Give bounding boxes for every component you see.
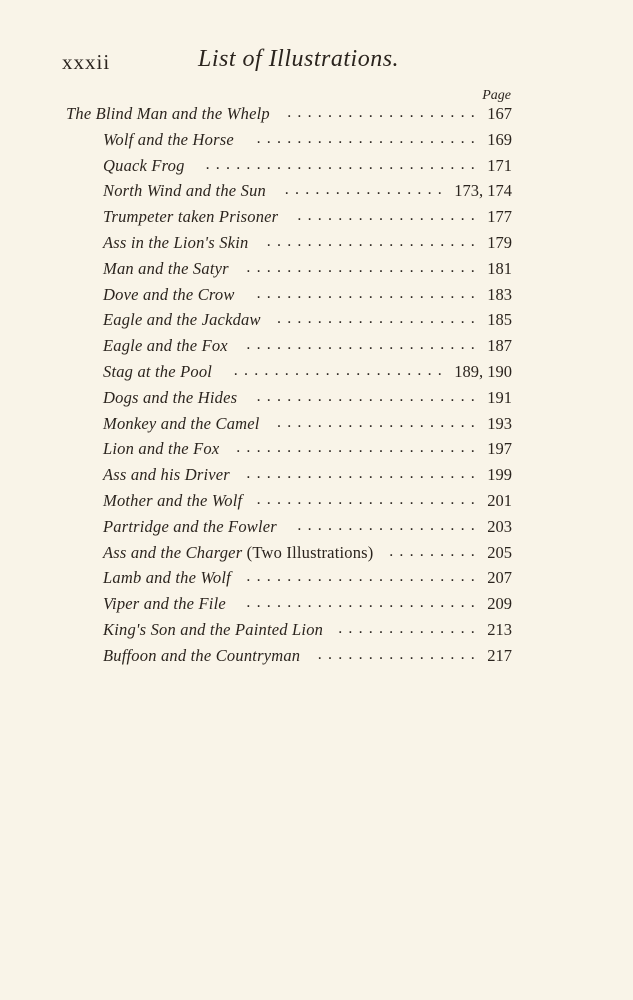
- dot-leader: ......................: [256, 387, 481, 405]
- illustration-title-note: (Two Illustrations): [246, 542, 374, 562]
- illustration-title-text: Eagle and the Jackdaw: [103, 310, 261, 330]
- illustration-title: [103, 207, 278, 227]
- page-reference: 191: [487, 387, 512, 407]
- dot-leader: .....................: [266, 233, 481, 250]
- illustration-title-text: King's Son and the Painted Lion: [103, 620, 324, 639]
- illustration-title: [103, 388, 237, 408]
- dot-leader: ....................: [277, 310, 481, 328]
- page-reference: 205: [487, 542, 512, 562]
- illustration-title-text: Dove and the Crow: [103, 284, 235, 304]
- illustration-title: [103, 491, 242, 511]
- list-item: [0, 233, 633, 259]
- illustration-title: [103, 517, 277, 537]
- list-item: [0, 543, 633, 569]
- list-item: [0, 130, 633, 156]
- dot-leader: ......................: [256, 284, 481, 302]
- illustration-title: [103, 130, 234, 150]
- illustration-title: [103, 568, 231, 588]
- list-item: [0, 104, 633, 130]
- page-reference: 171: [487, 155, 512, 175]
- dot-leader: .......................: [246, 465, 481, 483]
- page-reference: 173, 174: [454, 181, 512, 201]
- list-item: [0, 156, 633, 182]
- illustration-title-text: The Blind Man and the Whelp: [66, 104, 270, 123]
- page-title: List of Illustrations.: [198, 46, 400, 72]
- illustration-title: [103, 543, 374, 563]
- dot-leader: ................: [284, 181, 448, 199]
- illustration-title-text: Stag at the Pool: [103, 362, 213, 381]
- page-reference: 201: [487, 491, 512, 510]
- illustration-title-text: Wolf and the Horse: [103, 129, 234, 149]
- illustration-title-text: Trumpeter taken Prisoner: [103, 207, 279, 227]
- list-item: [0, 259, 633, 285]
- page-reference: 187: [487, 336, 512, 356]
- illustration-title: [103, 181, 266, 201]
- illustration-title: [103, 310, 261, 330]
- list-item: [0, 310, 633, 336]
- page-reference: 213: [487, 620, 512, 639]
- list-item: [0, 388, 633, 414]
- illustration-title: [103, 594, 226, 614]
- illustration-title-text: Viper and the File: [103, 594, 226, 614]
- dot-leader: .....................: [233, 362, 448, 379]
- dot-leader: .......................: [246, 258, 481, 276]
- illustration-title: [103, 646, 300, 666]
- dot-leader: ...................: [287, 104, 481, 121]
- dot-leader: ..................: [297, 516, 481, 534]
- page-reference: 197: [487, 439, 512, 459]
- page-reference: 169: [487, 129, 512, 149]
- page-reference: 185: [487, 310, 512, 330]
- illustration-title-text: North Wind and the Sun: [103, 181, 266, 201]
- list-item: [0, 620, 633, 646]
- illustration-title: [103, 465, 230, 485]
- list-item: [0, 439, 633, 465]
- list-item: [0, 465, 633, 491]
- page-reference: 167: [487, 104, 512, 123]
- illustration-title: [103, 233, 248, 253]
- illustration-title-text: Eagle and the Fox: [103, 336, 228, 356]
- illustration-title: [103, 362, 212, 382]
- list-item: [0, 491, 633, 517]
- page-reference: 179: [487, 233, 512, 252]
- page-column-label: Page: [482, 88, 511, 103]
- page-reference: 207: [487, 568, 512, 588]
- list-item: [0, 517, 633, 543]
- list-item: [0, 336, 633, 362]
- list-item: [0, 362, 633, 388]
- dot-leader: .......................: [246, 568, 481, 586]
- illustration-title: [103, 414, 260, 434]
- dot-leader: .......................: [246, 336, 481, 354]
- illustration-title: [66, 104, 270, 124]
- page-reference: 199: [487, 465, 512, 485]
- page-reference: 177: [487, 207, 512, 227]
- list-item: [0, 414, 633, 440]
- list-item: [0, 568, 633, 594]
- page-number: xxxii: [62, 50, 111, 74]
- dot-leader: ..................: [297, 207, 481, 225]
- illustration-title: [103, 156, 185, 176]
- dot-leader: ......................: [256, 491, 481, 508]
- dot-leader: ....................: [277, 413, 481, 431]
- page-reference: 183: [487, 284, 512, 304]
- illustration-title-text: Mother and the Wolf: [103, 491, 243, 510]
- illustration-title: [103, 336, 228, 356]
- list-item: [0, 285, 633, 311]
- illustration-title-text: Man and the Satyr: [103, 258, 229, 278]
- dot-leader: ......................: [256, 129, 481, 147]
- illustration-title-text: Lion and the Fox: [103, 439, 220, 459]
- dot-leader: ........................: [236, 439, 481, 457]
- dot-leader: ................: [317, 645, 481, 663]
- illustration-title: [103, 439, 219, 459]
- illustration-title-text: Ass in the Lion's Skin: [103, 233, 249, 252]
- page-reference: 203: [487, 516, 512, 536]
- illustration-title-text: Ass and the Charger: [103, 542, 243, 562]
- list-item: [0, 207, 633, 233]
- illustration-title-text: Dogs and the Hides: [103, 387, 238, 407]
- page-reference: 193: [487, 413, 512, 433]
- illustration-title: [103, 620, 323, 640]
- page-reference: 189, 190: [454, 362, 512, 381]
- dot-leader: .......................: [246, 594, 481, 612]
- illustration-title-text: Lamb and the Wolf: [103, 568, 231, 588]
- page-reference: 181: [487, 258, 512, 278]
- dot-leader: .........: [389, 542, 481, 560]
- page-reference: 209: [487, 594, 512, 614]
- illustration-title-text: Ass and his Driver: [103, 465, 230, 485]
- illustration-title-text: Quack Frog: [103, 155, 185, 175]
- page-reference: 217: [487, 645, 512, 665]
- list-item: [0, 646, 633, 672]
- dot-leader: ...........................: [205, 155, 481, 173]
- illustration-title-text: Partridge and the Fowler: [103, 516, 277, 536]
- list-item: [0, 181, 633, 207]
- dot-leader: ..............: [338, 620, 481, 637]
- illustration-title-text: Buffoon and the Countryman: [103, 645, 301, 665]
- running-header: [62, 46, 522, 76]
- illustration-title-text: Monkey and the Camel: [103, 413, 260, 433]
- list-item: [0, 594, 633, 620]
- illustration-title: [103, 285, 235, 305]
- illustration-title: [103, 259, 229, 279]
